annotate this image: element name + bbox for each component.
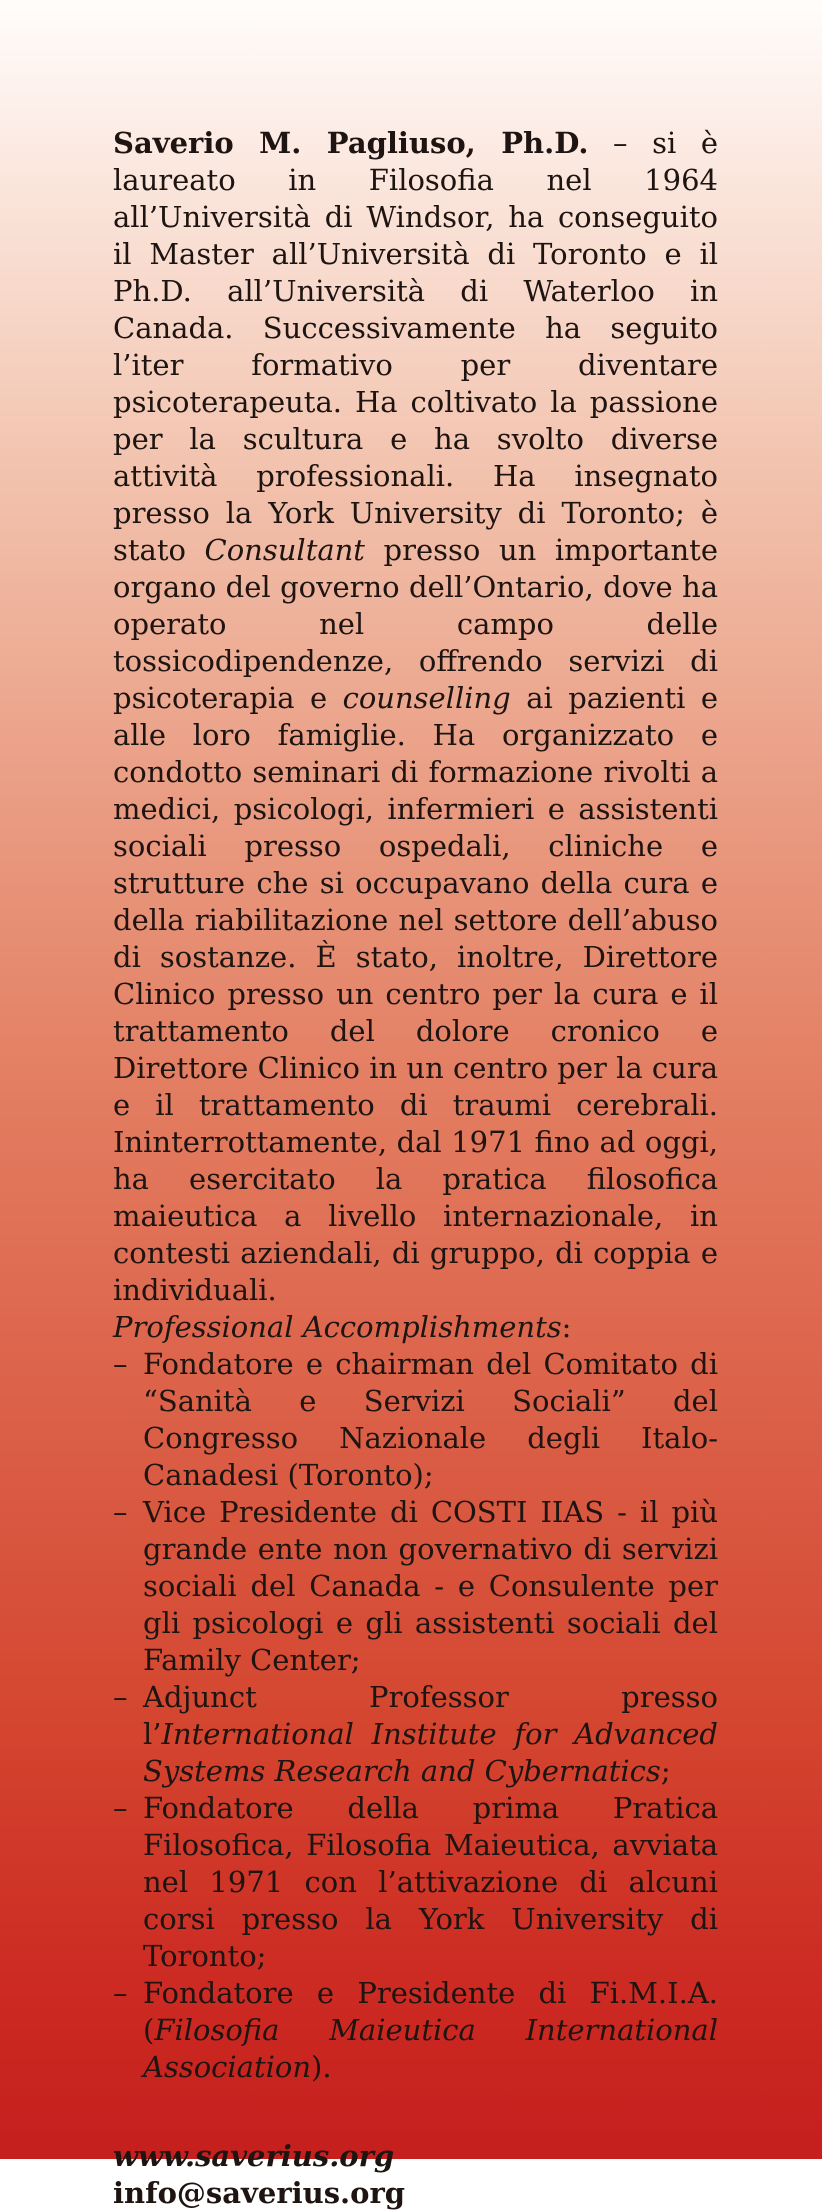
accomplishment-item — [113, 1975, 718, 2086]
list-dash: – — [113, 1791, 128, 1825]
accomplishment-item — [113, 1790, 718, 1975]
bio-text: presso un importante organo del governo dell’Ontario, dove ha operato nel campo delle tossicodipendenze, offrendo servizi di psicoterapia e — [113, 533, 718, 715]
accomplishments-list — [113, 1346, 718, 2086]
accomplishment-institute: International Institute for Advanced Systems Research and Cybernatics — [143, 1717, 718, 1788]
bio-counselling: counselling — [342, 681, 511, 715]
list-dash: – — [113, 1976, 128, 2010]
list-dash: – — [113, 1495, 128, 1529]
contacts — [113, 2138, 718, 2212]
email-link[interactable]: info@saverius.org — [113, 2176, 406, 2210]
bio-text: – si è laureato in Filosofia nel 1964 all’Università di Windsor, ha conseguito il Master all’Università di Toronto e il Ph.D. all’Università di Waterloo in Canada. Successivamente ha seguito l’iter formativo per diventare psicoterapeuta. Ha coltivato la passione per la scultura e ha svolto diverse attività professionali. Ha insegnato presso la York University di Toronto; è stato — [113, 126, 718, 567]
author-name: Saverio M. Pagliuso, Ph.D. — [113, 126, 589, 160]
accomplishments-heading-colon: : — [561, 1310, 572, 1344]
accomplishment-text: Fondatore e Presidente di Fi.M.I.A. ( — [143, 1976, 718, 2047]
accomplishment-text: ; — [660, 1754, 671, 1788]
accomplishment-association: Filosofia Maieutica International Association — [143, 2013, 718, 2084]
list-dash: – — [113, 1680, 128, 1714]
accomplishment-text: Vice Presidente di COSTI IIAS - il più grande ente non governativo di servizi sociali del Canada - e Consulente per gli psicologi e gli assistenti sociali del Family Center; — [143, 1495, 718, 1677]
accomplishments-heading-text: Professional Accomplishments — [113, 1310, 562, 1344]
bio-consultant: Consultant — [204, 533, 365, 567]
accomplishment-text: ). — [311, 2050, 332, 2084]
list-dash: – — [113, 1347, 128, 1381]
accomplishments-heading — [113, 1309, 718, 1346]
accomplishment-item — [113, 1346, 718, 1494]
accomplishment-text: Fondatore della prima Pratica Filosofica, Filosofia Maieutica, avviata nel 1971 con l’attivazione di alcuni corsi presso la York University di Toronto; — [143, 1791, 718, 1973]
bio-text: ai pazienti e alle loro famiglie. Ha organizzato e condotto seminari di formazione rivolti a medici, psicologi, infermieri e assistenti sociali presso ospedali, cliniche e strutture che si occupavano della cura e della riabilitazione nel settore dell’abuso di sostanze. È stato, inoltre, Direttore Clinico presso un centro per la cura e il trattamento del dolore cronico e Direttore Clinico in un centro per la cura e il trattamento di traumi cerebrali. Ininterrottamente, dal 1971 fino ad oggi, ha esercitato la pratica filosofica maieutica a livello internazionale, in contesti aziendali, di gruppo, di coppia e individuali. — [113, 681, 718, 1307]
accomplishment-text: Adjunct Professor presso l’ — [143, 1680, 718, 1751]
website-link[interactable]: www.saverius.org — [113, 2139, 395, 2173]
accomplishment-text: Fondatore e chairman del Comitato di “Sanità e Servizi Sociali” del Congresso Nazionale degli Italo-Canadesi (Toronto); — [143, 1347, 718, 1492]
accomplishment-item — [113, 1679, 718, 1790]
author-biography — [113, 125, 718, 1309]
accomplishment-item — [113, 1494, 718, 1679]
